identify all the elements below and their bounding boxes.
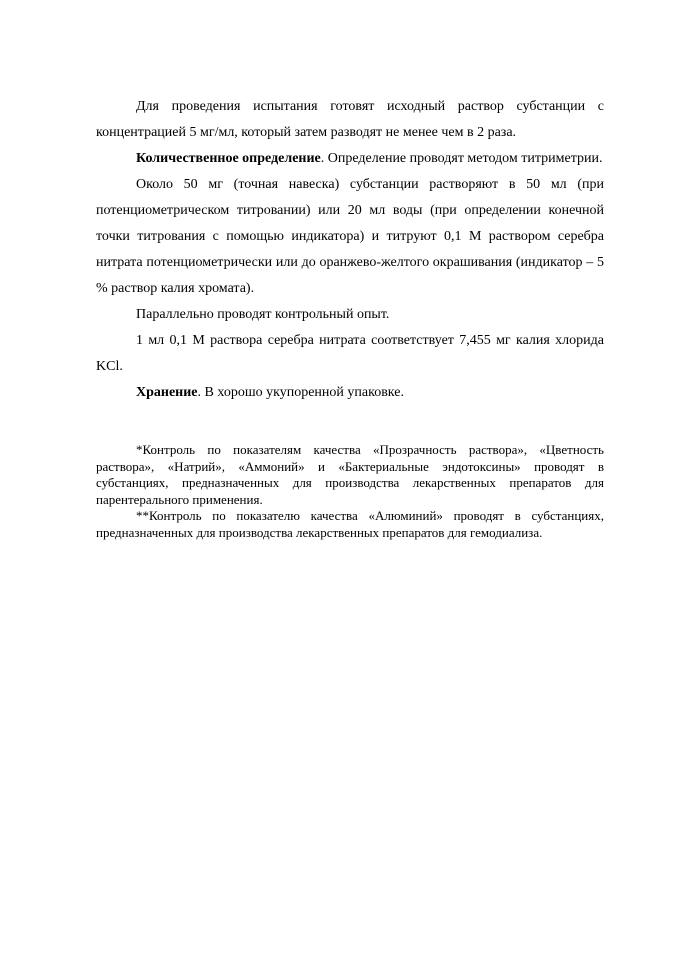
main-text: [96, 94, 604, 406]
assay-heading: Количественное определение: [136, 151, 321, 166]
paragraph-control-test: Параллельно проводят контрольный опыт.: [136, 307, 390, 322]
paragraph-equivalence: 1 мл 0,1 М раствора серебра нитрата соответствует 7,455 мг калия хлорида KCl.: [96, 333, 604, 374]
paragraph-storage: [96, 380, 604, 406]
paragraph-assay: [96, 146, 604, 172]
footnotes: [96, 442, 604, 541]
paragraph-test-solution: Для проведения испытания готовят исходный раствор субстанции с концентрацией 5 мг/мл, который затем разводят не менее чем в 2 раза.: [96, 99, 604, 140]
paragraph-titration-procedure: Около 50 мг (точная навеска) субстанции растворяют в 50 мл (при потенциометрическом титровании) или 20 мл воды (при определении конечной точки титрования с помощью индикатора) и титруют 0,1 М раствором серебра нитрата потенциометрически или до оранжево-желтого окрашивания (индикатор – 5 % раствор калия хромата).: [96, 177, 604, 296]
storage-heading: Хранение: [136, 385, 198, 400]
assay-text: . Определение проводят методом титриметрии.: [320, 151, 603, 166]
footnote-parenteral: *Контроль по показателям качества «Прозрачность раствора», «Цветность раствора», «Натрий», «Аммоний» и «Бактериальные эндотоксины» проводят в субстанциях, предназначенных для производства лекарственных препаратов для парентерального применения.: [96, 442, 604, 507]
storage-text: . В хорошо укупоренной упаковке.: [197, 385, 404, 400]
footnote-aluminium: **Контроль по показателю качества «Алюминий» проводят в субстанциях, предназначенных для производства лекарственных препаратов для гемодиализа.: [96, 508, 604, 540]
